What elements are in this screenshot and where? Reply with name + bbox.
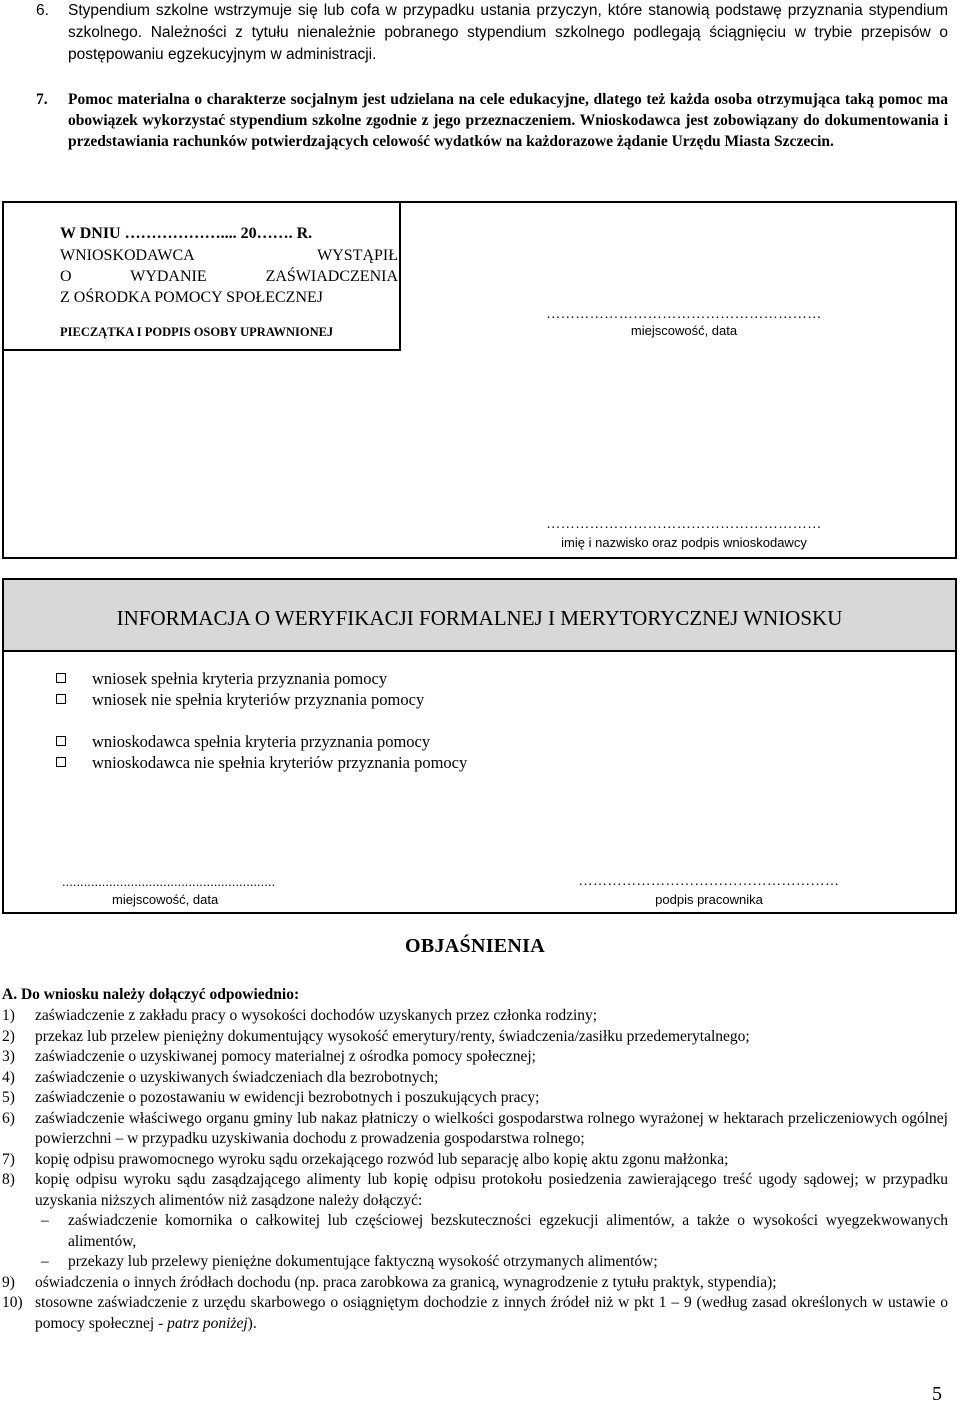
list-item-text: kopię odpisu prawomocnego wyroku sądu orzekającego rozwód lub separację albo kopię aktu zgonu małżonka; — [35, 1150, 729, 1168]
dash-bullet: – — [41, 1253, 49, 1270]
sub-list-item — [35, 1211, 948, 1252]
checkbox-square-icon[interactable] — [56, 673, 66, 683]
list-item — [2, 1170, 948, 1211]
list-item — [2, 1150, 948, 1171]
list-item — [2, 1293, 948, 1334]
checkbox-square-icon[interactable] — [56, 694, 66, 704]
submission-date-line: W DNIU ……………….... 20……. R. — [60, 225, 313, 242]
employee-signature-dots[interactable]: ……………………………………………… — [578, 874, 840, 889]
list-item-text: zaświadczenie o uzyskiwanych świadczeniach dla bezrobotnych; — [35, 1068, 439, 1086]
list-item — [2, 1006, 948, 1027]
stamp-area[interactable] — [4, 203, 401, 351]
list-item-text: zaświadczenie o uzyskiwanej pomocy materialnej z ośrodka pomocy społecznej; — [35, 1048, 536, 1065]
list-item-number: 7) — [2, 1150, 15, 1168]
list-item — [2, 1027, 948, 1048]
list-item-number: 5) — [2, 1089, 15, 1106]
checkbox-label: wnioskodawca nie spełnia kryteriów przyznania pomocy — [92, 753, 468, 772]
list-item — [2, 1109, 948, 1150]
list-item-number: 1) — [2, 1007, 15, 1024]
list-item-text: zaświadczenie z zakładu pracy o wysokości dochodów uzyskanych przez członka rodziny; — [35, 1007, 598, 1024]
item-number: 7. — [36, 91, 48, 108]
list-item-text: kopię odpisu wyroku sądu zasądzającego alimenty lub kopię odpisu protokołu posiedzenia zawierającego treść ugody sądowej; w przypadku uzyskania niższych alimentów niż zasądzone należy dołączyć: — [35, 1171, 948, 1209]
checkbox-square-icon[interactable] — [56, 757, 66, 767]
list-item-number: 8) — [2, 1171, 15, 1188]
list-item — [2, 1088, 948, 1109]
section-a-heading: A. Do wniosku należy dołączyć odpowiednio: — [2, 986, 300, 1003]
item-10-italic-text: patrz poniżej — [167, 1314, 248, 1332]
list-item-text: przekaz lub przelew pieniężny dokumentujący wysokość emerytury/renty, świadczenia/zasiłku przedemerytalnego; — [35, 1027, 750, 1045]
place-date-dots[interactable]: ………………………………………………… — [546, 307, 822, 322]
verification-header — [4, 580, 955, 652]
attachments-list — [2, 1006, 948, 1334]
verification-place-caption: miejscowość, data — [112, 892, 219, 907]
applicant-signature-caption: imię i nazwisko oraz podpis wnioskodawcy — [561, 535, 807, 550]
employee-signature-caption: podpis pracownika — [655, 892, 763, 907]
list-item-number: 3) — [2, 1048, 15, 1065]
sub-list-item-text: zaświadczenie komornika o całkowitej lub częściowej bezskuteczności egzekucji alimentów, a także o wysokości wyegzekwowanych alimentów, — [68, 1212, 948, 1250]
stamp-caption: PIECZĄTKA I PODPIS OSOBY UPRAWNIONEJ — [60, 325, 334, 339]
checkbox-label: wniosek nie spełnia kryteriów przyznania pomocy — [92, 690, 425, 709]
applicant-signature-dots[interactable]: ………………………………………………… — [546, 517, 822, 532]
list-item-number: 4) — [2, 1068, 15, 1086]
item-text: Stypendium szkolne wstrzymuje się lub cofa w przypadku ustania przyczyn, które stanowią podstawę przyznania stypendium szkolnego. Należności z tytułu nienależnie pobranego stypendium szkolnego podlegają ściągnięciu w trybie przepisów o postępowaniu egzekucyjnym w administracji. — [68, 2, 948, 63]
item-10-main-text: stosowne zaświadczenie z urzędu skarbowego o osiągniętym dochodzie z innych źródeł niż w pkt 1 – 9 (według zasad określonych w ustawie o pomocy społecznej - — [35, 1294, 948, 1332]
item-10-end-text: ). — [247, 1314, 257, 1332]
list-item — [2, 1047, 948, 1068]
checkbox-label: wnioskodawca spełnia kryteria przyznania pomocy — [92, 732, 431, 751]
list-item — [2, 1068, 948, 1089]
certificate-line: O WYDANIE ZAŚWIADCZENIA — [60, 268, 398, 285]
item-number: 6. — [36, 2, 49, 19]
explanations-title: OBJAŚNIENIA — [405, 935, 545, 957]
checkbox-square-icon[interactable] — [56, 736, 66, 746]
list-item-number: 10) — [2, 1294, 23, 1311]
dash-bullet: – — [41, 1212, 49, 1229]
list-item-text: oświadczenia o innych źródłach dochodu (np. praca zarobkowa za granicą, wynagrodzenie z tytułu praktyk, stypendia); — [35, 1273, 777, 1291]
submission-box — [2, 201, 957, 559]
verification-heading: INFORMACJA O WERYFIKACJI FORMALNEJ I MERYTORYCZNEJ WNIOSKU — [116, 606, 843, 630]
ops-line: Z OŚRODKA POMOCY SPOŁECZNEJ — [60, 289, 323, 306]
list-item — [2, 1273, 948, 1294]
list-item-text: zaświadczenie właściwego organu gminy lub nakaz płatniczy o wielkości gospodarstwa rolnego wyrażonej w hektarach przeliczeniowych ogólnej powierzchni – w przypadku uzyskiwania dochodu z prowadzenia gospodarstwa rolnego; — [35, 1109, 948, 1147]
list-item-text — [35, 1293, 948, 1334]
applicant-line: WNIOSKODAWCA WYSTĄPIŁ — [60, 247, 398, 264]
list-item-text: zaświadczenie o pozostawaniu w ewidencji bezrobotnych i poszukujących pracy; — [35, 1089, 540, 1106]
item-text: Pomoc materialna o charakterze socjalnym jest udzielana na cele edukacyjne, dlatego też każda osoba otrzymująca taką pomoc ma obowiązek wykorzystać stypendium szkolne zgodnie z jego przeznaczeniem. Wnioskodawca jest zobowiązany do dokumentowania i przedstawiania rachunków potwierdzających celowość wydatków na każdorazowe żądanie Urzędu Miasta Szczecin. — [68, 91, 948, 150]
verification-box — [2, 578, 957, 914]
checkbox-label: wniosek spełnia kryteria przyznania pomocy — [92, 669, 388, 688]
list-item-number: 2) — [2, 1027, 15, 1045]
list-item-number: 9) — [2, 1273, 15, 1291]
sub-list-item-text: przekazy lub przelewy pieniężne dokumentujące faktyczną wysokość otrzymanych alimentów; — [68, 1253, 658, 1270]
place-date-caption: miejscowość, data — [630, 323, 738, 338]
page-number: 5 — [932, 1383, 942, 1405]
verification-place-dots[interactable]: ........................................................... — [62, 874, 276, 889]
sub-list-item — [35, 1252, 948, 1273]
list-item-number: 6) — [2, 1109, 15, 1127]
